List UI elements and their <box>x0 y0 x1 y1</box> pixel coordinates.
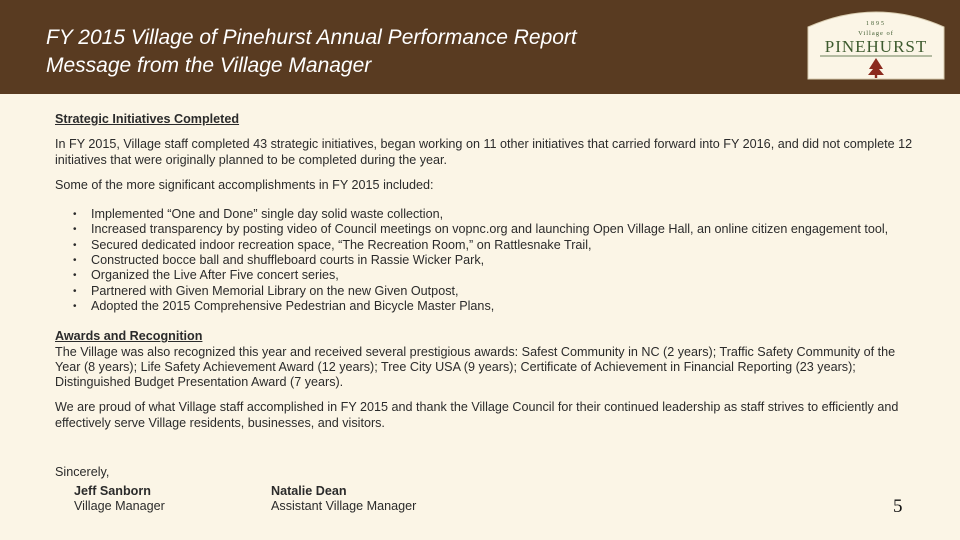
logo-small-text: Village of <box>858 30 894 37</box>
strategic-intro: In FY 2015, Village staff completed 43 strategic initiatives, began working on 11 other initiatives that carried forward into FY 2016, and did not complete 12 initiatives that were originally planned to be completed during the year. <box>55 137 913 167</box>
signature-name: Natalie Dean <box>271 484 347 498</box>
list-item: • Adopted the 2015 Comprehensive Pedestrian and Bicycle Master Plans, <box>73 298 495 313</box>
slide-title <box>46 24 577 80</box>
awards-text: The Village was also recognized this year and received several prestigious awards: Safest Community in NC (2 years); Traffic Safety Community of the Year (8 years); Life Safety Achievement Award (12 years); Tree City USA (9 years); Certificate of Achievement in Financial Reporting (23 years); Distinguished Budget Presentation Award (7 years). <box>55 344 896 390</box>
signature-name: Jeff Sanborn <box>74 484 151 498</box>
signoff: Sincerely, <box>55 465 110 479</box>
accomplishments-list <box>55 207 915 314</box>
list-item: • Constructed bocce ball and shuffleboard courts in Rassie Wicker Park, <box>73 253 485 268</box>
page-number: 5 <box>893 496 903 517</box>
main-content <box>55 112 915 431</box>
list-item: • Implemented “One and Done” single day solid waste collection, <box>73 207 444 222</box>
list-item: • Secured dedicated indoor recreation space, “The Recreation Room,” on Rattlesnake Trail, <box>73 237 592 252</box>
awards-heading: Awards and Recognition <box>55 329 203 344</box>
signature-title: Assistant Village Manager <box>271 499 417 514</box>
pinehurst-logo <box>806 11 946 81</box>
logo-year: 1895 <box>866 21 886 27</box>
title-line-2: Message from the Village Manager <box>46 54 372 77</box>
signature-block-manager <box>74 484 165 515</box>
list-item: • Partnered with Given Memorial Library on the new Given Outpost, <box>73 283 459 298</box>
logo-name: PINEHURST <box>824 37 928 56</box>
closing-text: We are proud of what Village staff accomplished in FY 2015 and thank the Village Council for their continued leadership as staff strives to efficiently and effectively serve Village residents, businesses, and visitors. <box>55 400 899 430</box>
header-bar <box>0 0 960 94</box>
list-item: • Increased transparency by posting video of Council meetings on vopnc.org and launching Open Village Hall, an online citizen engagement tool, <box>73 222 889 237</box>
signature-block-assistant <box>271 484 416 515</box>
list-item: • Organized the Live After Five concert series, <box>73 268 339 283</box>
accomplishments-lead: Some of the more significant accomplishments in FY 2015 included: <box>55 177 434 192</box>
strategic-heading: Strategic Initiatives Completed <box>55 112 240 126</box>
signature-title: Village Manager <box>74 499 165 514</box>
title-line-1: FY 2015 Village of Pinehurst Annual Performance Report <box>46 26 577 49</box>
